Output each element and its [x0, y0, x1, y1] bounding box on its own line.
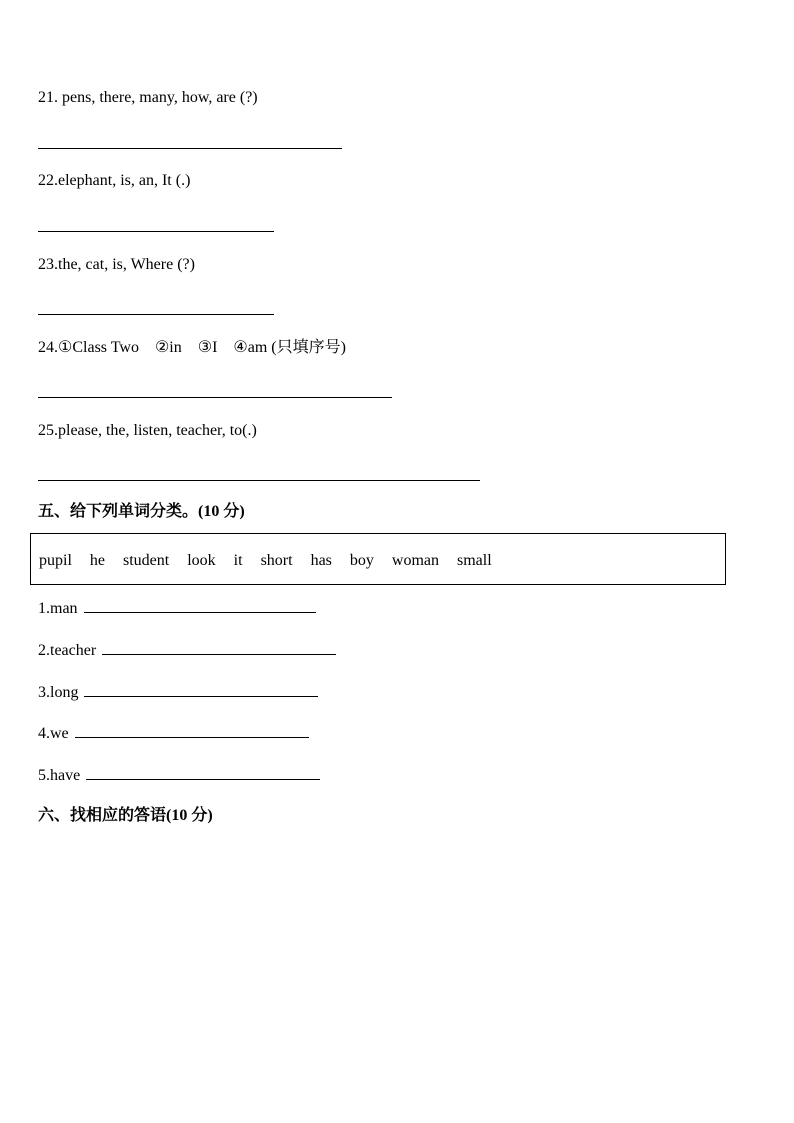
question-text: .①Class Two ②in ③I ④am (只填序号) — [54, 339, 346, 356]
classify-answer-line[interactable] — [86, 765, 320, 780]
classify-item-2 — [38, 640, 336, 661]
word-bank-item: he — [89, 552, 105, 569]
word-bank-box — [30, 533, 726, 585]
classify-answer-line[interactable] — [84, 598, 316, 613]
question-number: 25 — [38, 422, 54, 439]
question-number: 24 — [38, 339, 54, 356]
classify-label: 3.long — [38, 684, 79, 701]
question-text: .please, the, listen, teacher, to(.) — [54, 422, 257, 439]
question-23 — [38, 255, 195, 275]
classify-item-3 — [38, 682, 318, 703]
question-number: 23 — [38, 256, 54, 273]
question-number: 21 — [38, 89, 54, 106]
classify-item-4 — [38, 723, 309, 744]
word-bank-item: boy — [349, 552, 374, 569]
question-text: .elephant, is, an, It (.) — [54, 172, 191, 189]
answer-line-22[interactable] — [38, 231, 274, 232]
classify-label: 4.we — [38, 725, 69, 742]
word-bank-item: woman — [391, 552, 439, 569]
answer-line-25[interactable] — [38, 480, 480, 481]
word-bank-item: look — [187, 552, 216, 569]
section-6-title-text: 六、找相应的答语 — [38, 807, 167, 824]
answer-line-24[interactable] — [38, 397, 392, 398]
classify-item-5 — [38, 765, 320, 786]
question-24 — [38, 338, 346, 358]
classify-answer-line[interactable] — [75, 723, 309, 738]
word-bank-item: has — [310, 552, 332, 569]
classify-label: 1.man — [38, 600, 78, 617]
classify-answer-line[interactable] — [102, 640, 336, 655]
section-6-title — [38, 805, 213, 827]
answer-line-21[interactable] — [38, 148, 342, 149]
section-6-score: (10 分) — [166, 807, 213, 824]
word-bank-item: student — [123, 552, 170, 569]
classify-item-1 — [38, 598, 316, 619]
question-number: 22 — [38, 172, 54, 189]
question-text: . pens, there, many, how, are (?) — [54, 89, 258, 106]
word-bank-item: small — [457, 552, 492, 569]
question-22 — [38, 171, 190, 191]
classify-label: 5.have — [38, 767, 81, 784]
word-bank-item: it — [233, 552, 243, 569]
section-5-title: 五、给下列单词分类。(10 分) — [38, 503, 245, 520]
classify-answer-line[interactable] — [84, 682, 318, 697]
question-21 — [38, 88, 258, 108]
question-text: .the, cat, is, Where (?) — [54, 256, 195, 273]
question-25 — [38, 421, 257, 441]
classify-label: 2.teacher — [38, 642, 97, 659]
answer-line-23[interactable] — [38, 314, 274, 315]
word-bank-item: short — [260, 552, 293, 569]
word-bank — [39, 551, 506, 571]
word-bank-item: pupil — [39, 552, 72, 569]
